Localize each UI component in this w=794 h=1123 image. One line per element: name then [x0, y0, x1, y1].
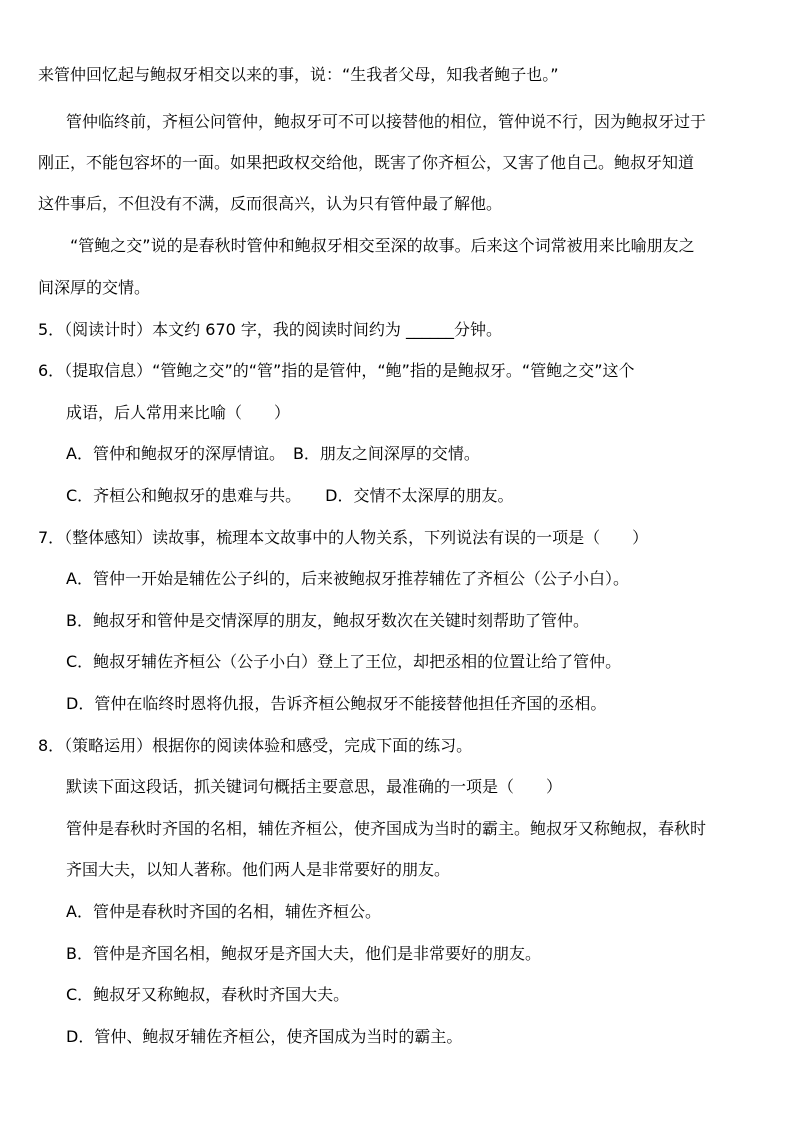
- question-6-cont: 成语，后人常用来比喻（ ）: [66, 403, 291, 422]
- passage-line: 管仲临终前，齐桓公问管仲，鲍叔牙可不可以接替他的相位，管仲说不行，因为鲍叔牙过于: [66, 112, 707, 131]
- question-6-options-cd: C．齐桓公和鲍叔牙的患难与共。 D．交情不太深厚的朋友。: [66, 486, 514, 505]
- question-6: 6．（提取信息）“管鲍之交”的“管”指的是管仲，“鲍”指的是鲍叔牙。“管鲍之交”这个: [38, 361, 635, 380]
- question-7-option-d: D．管仲在临终时恩将仇报，告诉齐桓公鲍叔牙不能接替他担任齐国的丞相。: [66, 694, 607, 713]
- question-6-options-ab: A．管仲和鲍叔牙的深厚情谊。 B．朋友之间深厚的交情。: [66, 444, 480, 463]
- question-8-option-c: C．鲍叔牙又称鲍叔，春秋时齐国大夫。: [66, 985, 350, 1004]
- passage-line: 来管仲回忆起与鲍叔牙相交以来的事，说：“生我者父母，知我者鲍子也。”: [38, 65, 559, 84]
- question-7-option-b: B．鲍叔牙和管仲是交情深厚的朋友，鲍叔牙数次在关键时刻帮助了管仲。: [66, 611, 589, 630]
- question-8: 8．（策略运用）根据你的阅读体验和感受，完成下面的练习。: [38, 736, 473, 755]
- question-7: 7．（整体感知）读故事，梳理本文故事中的人物关系，下列说法有误的一项是（ ）: [38, 528, 649, 547]
- question-5: 5．（阅读计时）本文约 670 字，我的阅读时间约为 ______分钟。: [38, 320, 502, 339]
- question-7-option-c: C．鲍叔牙辅佐齐桓公（公子小白）登上了王位，却把丞相的位置让给了管仲。: [66, 652, 622, 671]
- passage-line: “管鲍之交”说的是春秋时管仲和鲍叔牙相交至深的故事。后来这个词常被用来比喻朋友之: [70, 236, 695, 255]
- question-8-option-a: A．管仲是春秋时齐国的名相，辅佐齐桓公。: [66, 902, 381, 921]
- passage-line: 间深厚的交情。: [38, 278, 151, 297]
- question-8-option-b: B．管仲是齐国名相，鲍叔牙是齐国大夫，他们是非常要好的朋友。: [66, 944, 541, 963]
- question-8-passage-cont: 齐国大夫，以知人著称。他们两人是非常要好的朋友。: [66, 860, 451, 879]
- question-8-instruction: 默读下面这段话，抓关键词句概括主要意思，最准确的一项是（ ）: [66, 777, 563, 796]
- question-8-passage: 管仲是春秋时齐国的名相，辅佐齐桓公，使齐国成为当时的霸主。鲍叔牙又称鲍叔，春秋时: [66, 819, 707, 838]
- passage-line: 这件事后，不但没有不满，反而很高兴，认为只有管仲最了解他。: [38, 194, 503, 213]
- passage-line: 刚正，不能包容坏的一面。如果把政权交给他，既害了你齐桓公，又害了他自己。鲍叔牙知道: [38, 153, 695, 172]
- question-8-option-d: D．管仲、鲍叔牙辅佐齐桓公，使齐国成为当时的霸主。: [66, 1027, 463, 1046]
- question-7-option-a: A．管仲一开始是辅佐公子纠的，后来被鲍叔牙推荐辅佐了齐桓公（公子小白）。: [66, 569, 629, 588]
